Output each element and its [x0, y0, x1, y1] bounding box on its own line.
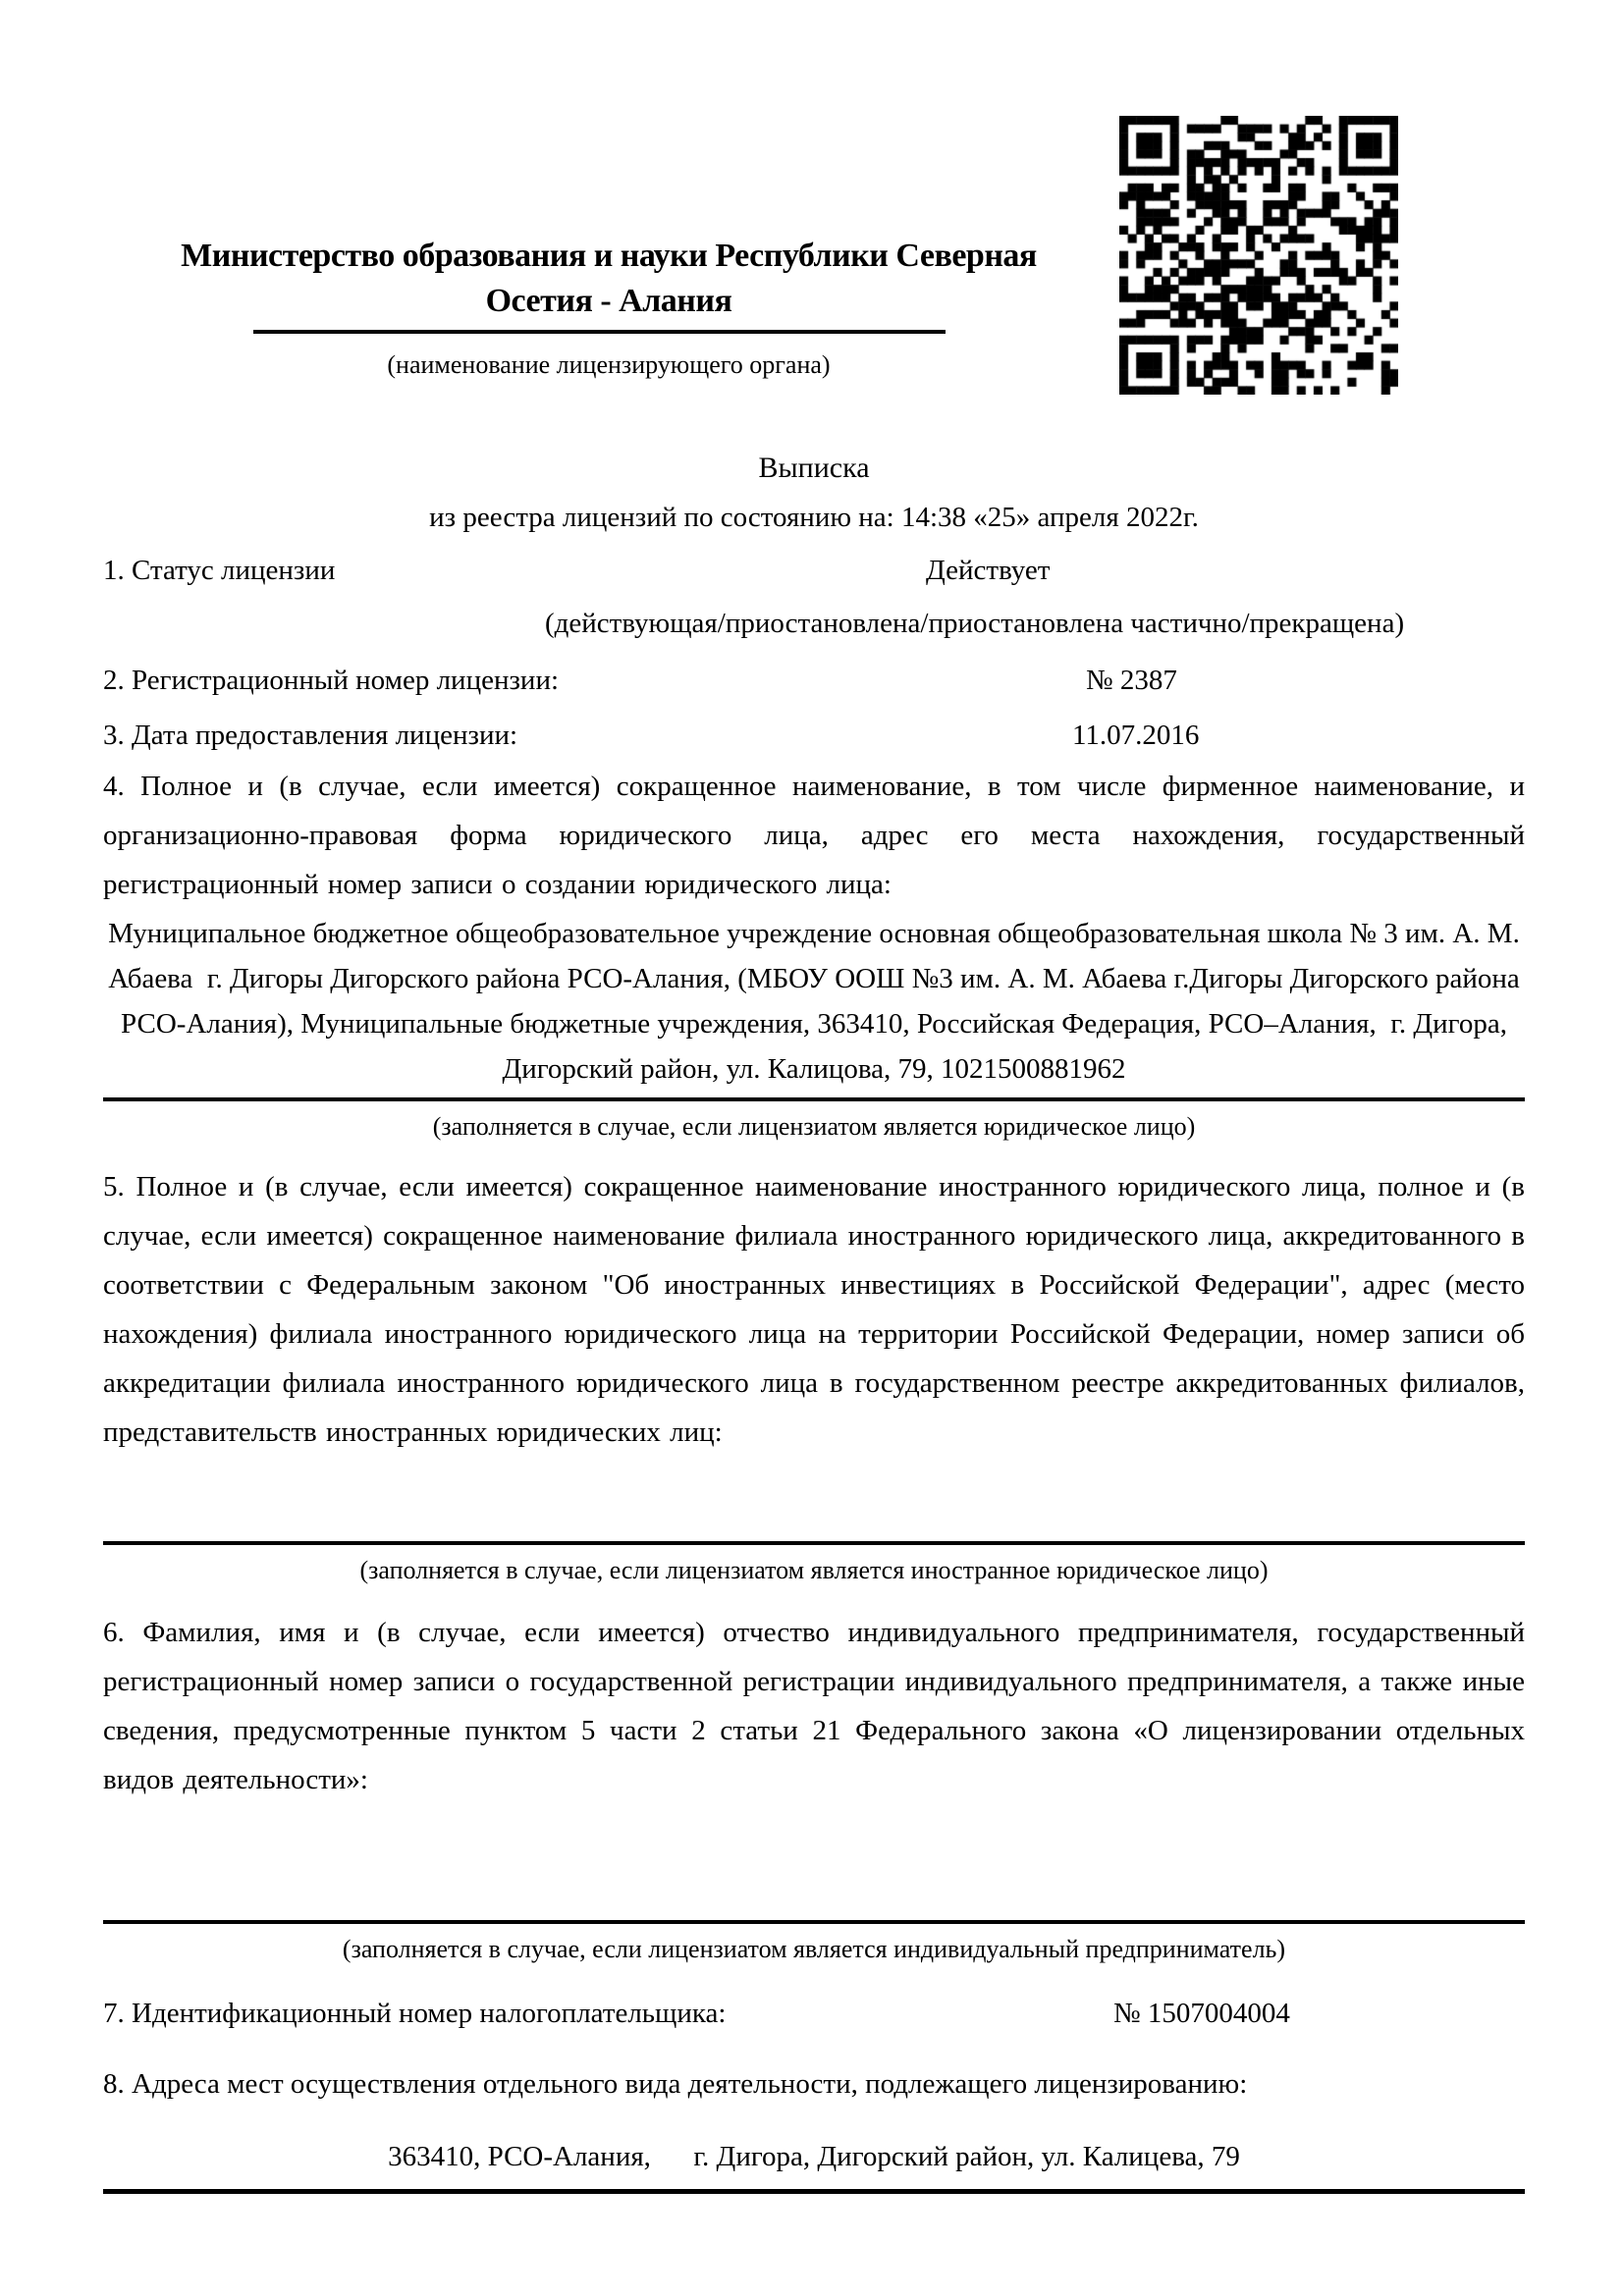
- document-subtitle: из реестра лицензий по состоянию на: 14:38 «25» апреля 2022г.: [429, 502, 1199, 533]
- divider-legal-entity: [103, 1097, 1525, 1101]
- qr-code-icon: [1119, 116, 1398, 395]
- license-status-row: [103, 546, 1525, 595]
- license-status-label: 1. Статус лицензии: [103, 555, 336, 586]
- divider-foreign-entity: [103, 1541, 1525, 1545]
- license-date-label: 3. Дата предоставления лицензии:: [103, 720, 518, 751]
- activity-address-value: 363410, РСО-Алания, г. Дигора, Дигорский район, ул. Калицева, 79: [388, 2141, 1240, 2172]
- activity-addresses-label: 8. Адреса мест осуществления отдельного вида деятельности, подлежащего лицензированию:: [103, 2068, 1248, 2100]
- authority-name-line2: Осетия - Алания: [485, 283, 732, 319]
- organization-name-value: Муниципальное бюджетное общеобразовательное учреждение основная общеобразовательная школа № 3 им. А. М. Абаева г. Дигоры Дигорского района РСО-Алания, (МБОУ ООШ №3 им. А. М. Абаева г.Дигоры Дигорского района РСО-Алания), Муниципальные бюджетные учреждения, 363410, Российская Федерация, РСО–Алания, г. Дигора, Дигорский район, ул. Калицова, 79, 1021500881962: [108, 918, 1528, 1085]
- divider-bottom: [103, 2189, 1525, 2194]
- legal-entity-section-text: 4. Полное и (в случае, если имеется) сокращенное наименование, в том числе фирменное наименование, и организационно-правовая форма юридического лица, адрес его места нахождения, государственный регистрационный номер записи о создании юридического лица:: [103, 771, 1525, 900]
- document-header: [103, 0, 1525, 432]
- license-date-value: 11.07.2016: [1072, 720, 1200, 751]
- taxpayer-id-value: № 1507004004: [1113, 1998, 1290, 2029]
- legal-entity-caption: (заполняется в случае, если лицензиатом является юридическое лицо): [432, 1112, 1196, 1141]
- document-title: Выписка: [758, 452, 870, 484]
- registration-number-label: 2. Регистрационный номер лицензии:: [103, 665, 560, 696]
- authority-caption: (наименование лицензирующего органа): [387, 350, 831, 379]
- foreign-entity-section-text: 5. Полное и (в случае, если имеется) сокращенное наименование иностранного юридического лица, полное и (в случае, если имеется) сокращенное наименование филиала иностранного юридического лица, аккредитованного в соответствии с Федеральным законом "Об иностранных инвестициях в Российской Федерации", адрес (место нахождения) филиала иностранного юридического лица на территории Российской Федерации, номер записи об аккредитации филиала иностранного юридического лица в государственном реестре аккредитованных филиалов, представительств иностранных юридических лиц:: [103, 1171, 1525, 1448]
- authority-name-line1: Министерство образования и науки Республики Северная: [181, 238, 1037, 274]
- license-status-value: Действует: [926, 555, 1051, 586]
- taxpayer-id-label: 7. Идентификационный номер налогоплательщика:: [103, 1998, 727, 2029]
- entrepreneur-section-text: 6. Фамилия, имя и (в случае, если имеется) отчество индивидуального предпринимателя, государственный регистрационный номер записи о государственной регистрации индивидуального предпринимателя, а также иные сведения, предусмотренные пунктом 5 части 2 статьи 21 Федерального закона «О лицензировании отдельных видов деятельности»:: [103, 1617, 1525, 1795]
- license-status-options-note: (действующая/приостановлена/приостановлена частично/прекращена): [545, 608, 1405, 639]
- foreign-entity-caption: (заполняется в случае, если лицензиатом является иностранное юридическое лицо): [359, 1556, 1269, 1584]
- registration-number-row: [103, 656, 1525, 705]
- authority-underline: [253, 330, 946, 334]
- divider-entrepreneur: [103, 1920, 1525, 1924]
- taxpayer-id-row: [103, 1989, 1525, 2038]
- registration-number-value: № 2387: [1086, 665, 1177, 696]
- license-date-row: [103, 711, 1525, 760]
- entrepreneur-caption: (заполняется в случае, если лицензиатом является индивидуальный предприниматель): [342, 1935, 1286, 1963]
- licensing-authority-name: [103, 234, 1114, 324]
